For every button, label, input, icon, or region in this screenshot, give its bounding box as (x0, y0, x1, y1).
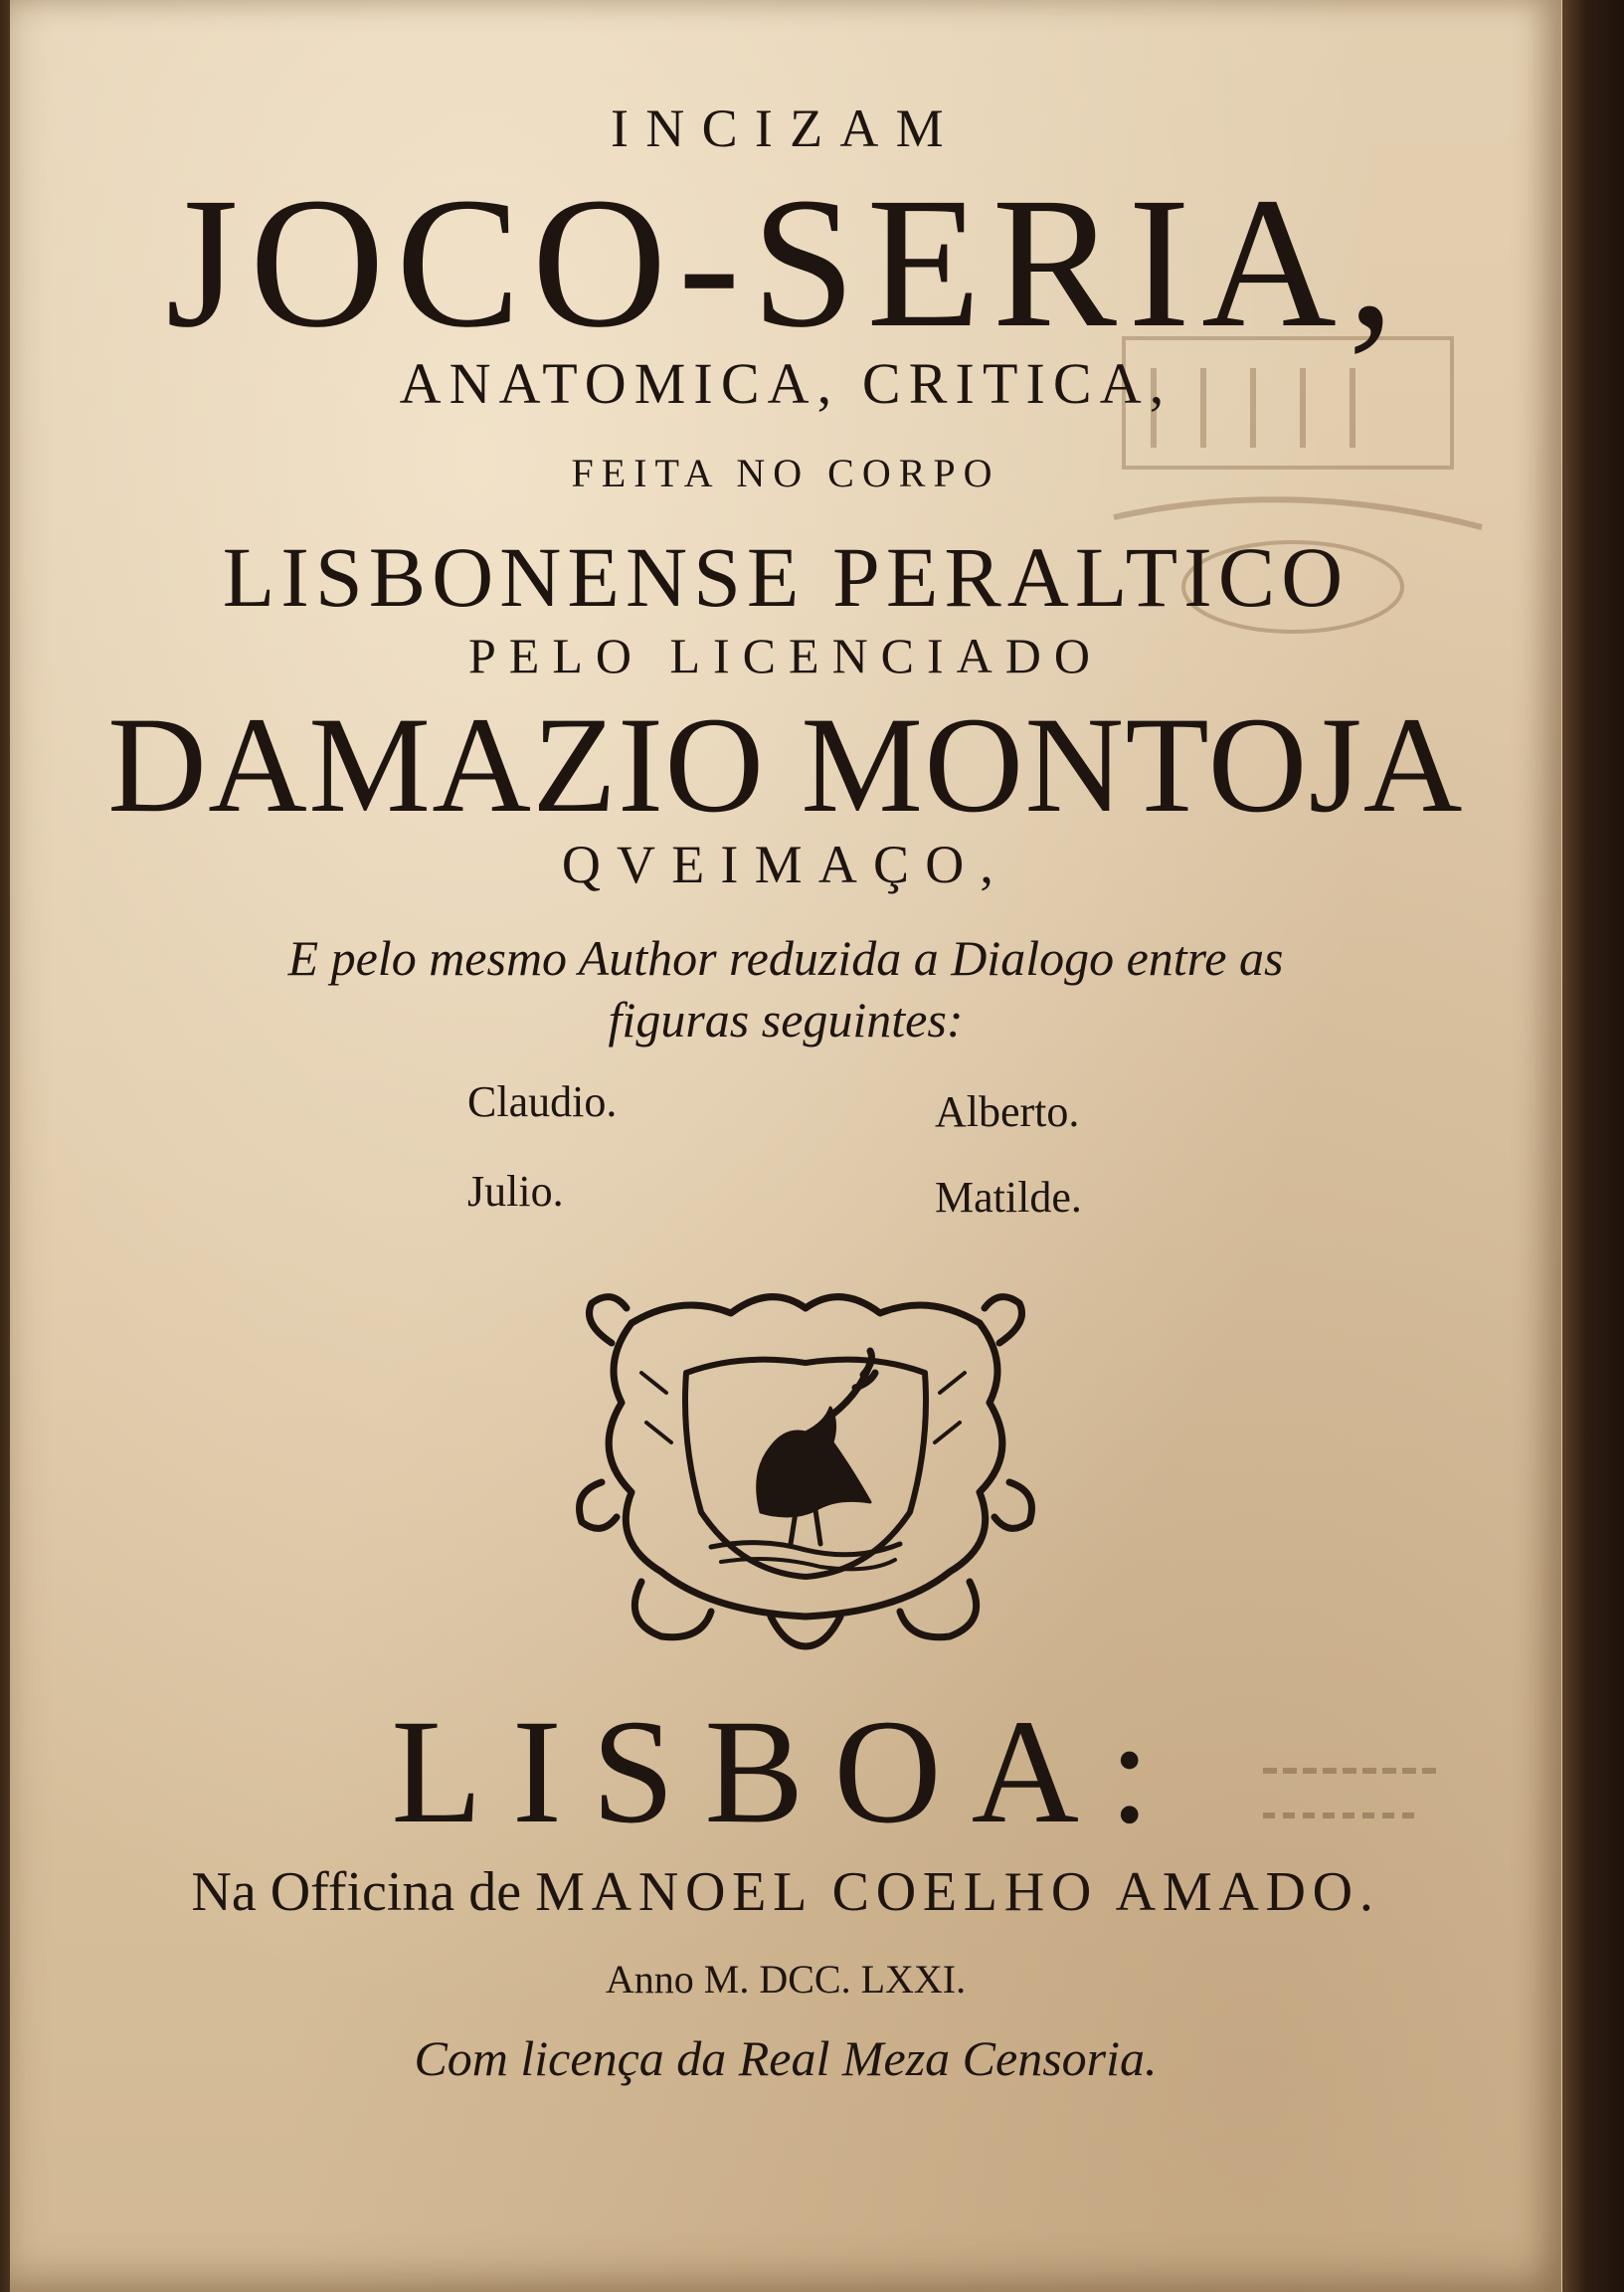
rococo-cartouche-with-bird-icon (572, 1283, 1039, 1651)
title-line-pelo-licenciado: PELO LICENCIADO (467, 628, 1104, 683)
title-page (10, 0, 1561, 2292)
imprint-license: Com licença da Real Meza Censoria. (414, 2030, 1158, 2086)
cast-matilde: Matilde. (935, 1173, 1082, 1222)
title-line-lisbonense-peraltico: LISBONENSE PERALTICO (222, 529, 1350, 625)
imprint-city: LISBOA: (391, 1689, 1180, 1854)
title-line-feita-no-corpo: FEITA NO CORPO (571, 451, 1000, 495)
book-cover-edge (1562, 0, 1624, 2292)
subtitle-line-2: figuras seguintes: (608, 992, 964, 1048)
cast-claudio: Claudio. (467, 1077, 618, 1126)
author-name: DAMAZIO MONTOJA (107, 688, 1464, 841)
subtitle-line-1: E pelo mesmo Author reduzida a Dialogo entre as (287, 930, 1284, 986)
title-line-joco-seria: JOCO-SERIA, (165, 158, 1406, 366)
imprint-printer (10, 1860, 1561, 1924)
title-line-incizam: INCIZAM (611, 98, 961, 158)
title-line-anatomica-critica: ANATOMICA, CRITICA, (399, 351, 1173, 416)
printer-name: MANOEL COELHO AMADO. (535, 1861, 1380, 1923)
printer-prefix: Na Officina de (191, 1861, 522, 1923)
cast-alberto: Alberto. (935, 1087, 1080, 1136)
author-surname: QVEIMAÇO, (561, 835, 1010, 894)
imprint-year: Anno M. DCC. LXXI. (605, 1957, 967, 2002)
cast-julio: Julio. (467, 1167, 564, 1216)
